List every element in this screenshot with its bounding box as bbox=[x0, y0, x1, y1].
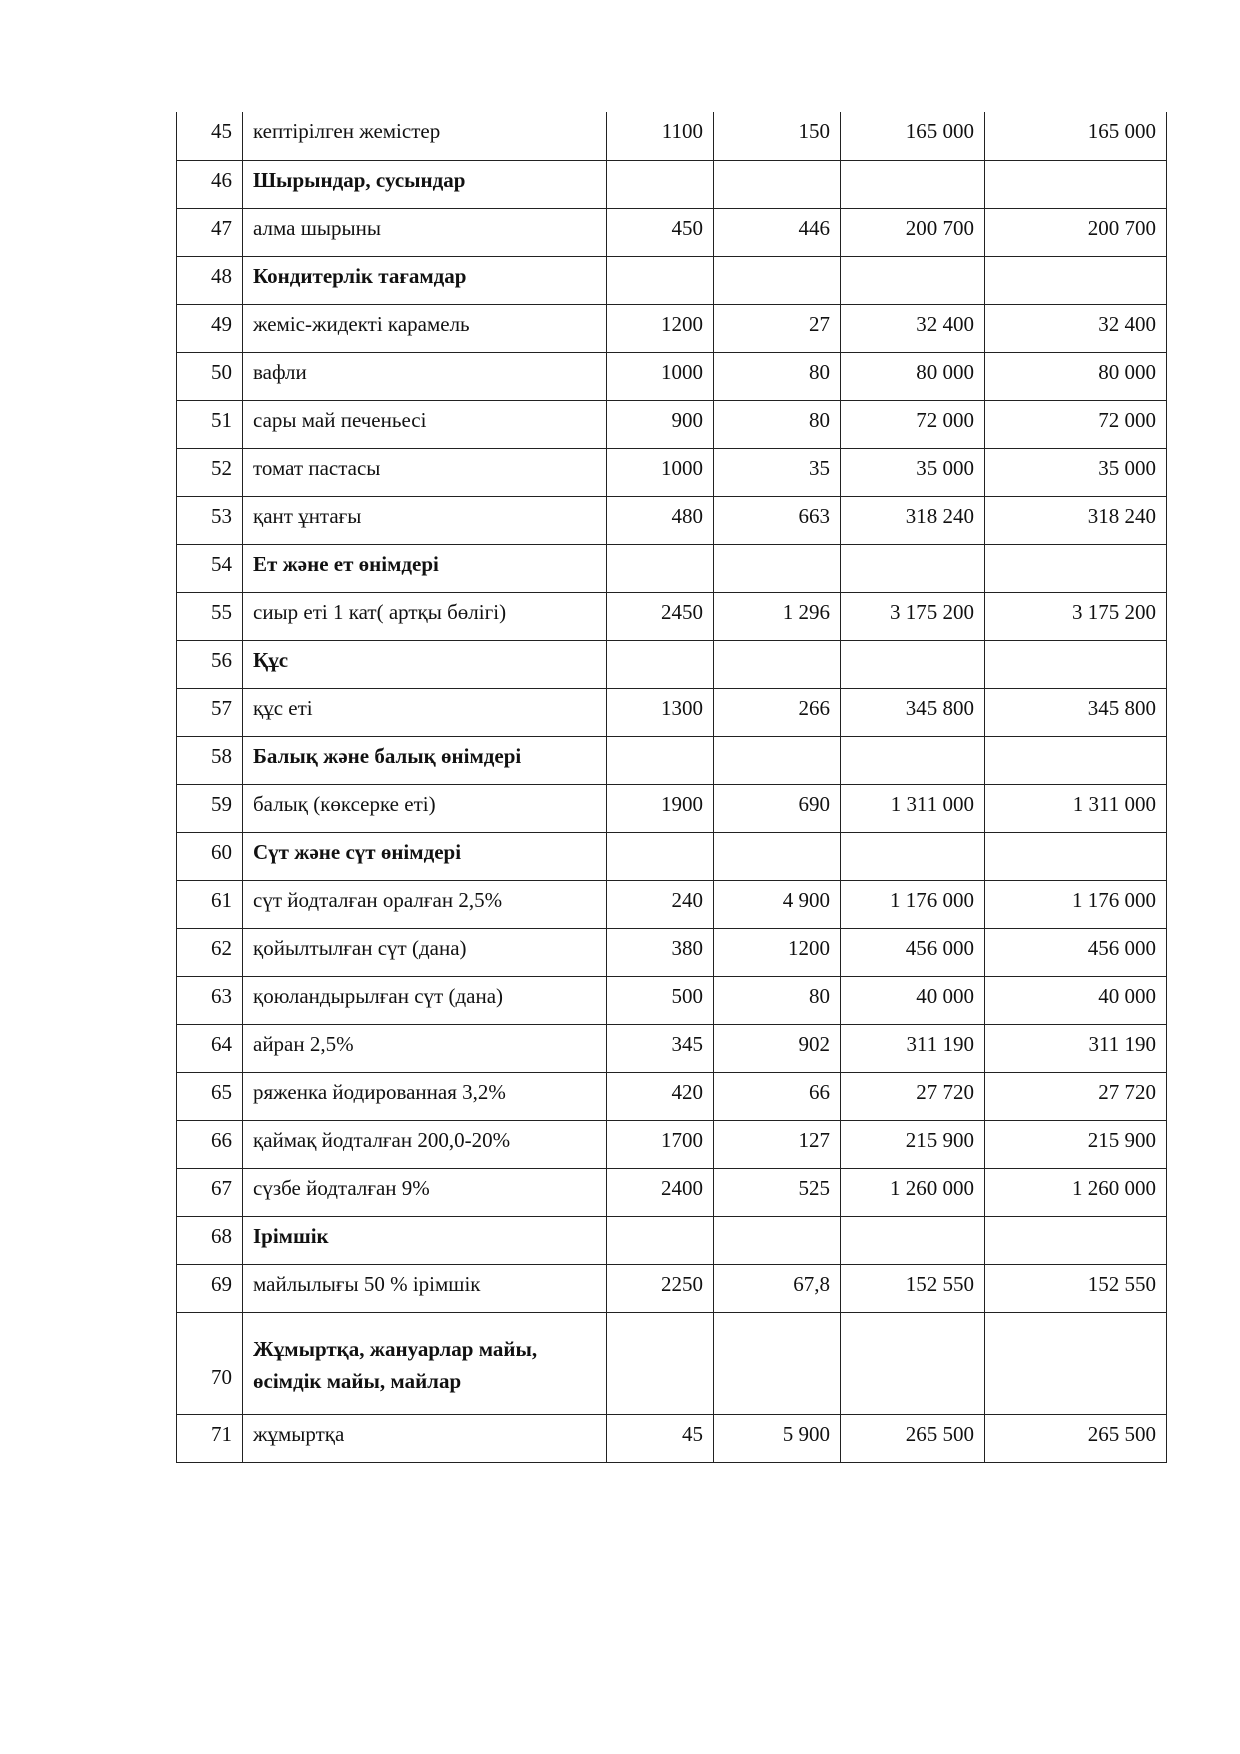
items-table-body bbox=[177, 112, 1167, 1462]
quantity-cell bbox=[607, 544, 714, 592]
row-number: 68 bbox=[177, 1216, 243, 1264]
price-cell bbox=[714, 1216, 841, 1264]
price-cell: 80 bbox=[714, 976, 841, 1024]
item-name: Жұмыртқа, жануарлар майы, өсімдік майы, майлар bbox=[243, 1312, 607, 1414]
amount-cell: 1 260 000 bbox=[841, 1168, 985, 1216]
table-row bbox=[177, 496, 1167, 544]
row-number: 49 bbox=[177, 304, 243, 352]
quantity-cell: 2250 bbox=[607, 1264, 714, 1312]
total-cell: 35 000 bbox=[985, 448, 1167, 496]
price-cell: 1200 bbox=[714, 928, 841, 976]
quantity-cell: 1000 bbox=[607, 352, 714, 400]
price-cell: 80 bbox=[714, 400, 841, 448]
amount-cell bbox=[841, 736, 985, 784]
price-cell bbox=[714, 544, 841, 592]
row-number: 67 bbox=[177, 1168, 243, 1216]
amount-cell: 27 720 bbox=[841, 1072, 985, 1120]
item-name: Шырындар, сусындар bbox=[243, 160, 607, 208]
category-row bbox=[177, 832, 1167, 880]
total-cell: 265 500 bbox=[985, 1414, 1167, 1462]
quantity-cell: 2450 bbox=[607, 592, 714, 640]
quantity-cell: 45 bbox=[607, 1414, 714, 1462]
total-cell: 165 000 bbox=[985, 112, 1167, 160]
quantity-cell: 240 bbox=[607, 880, 714, 928]
row-number: 69 bbox=[177, 1264, 243, 1312]
table-row bbox=[177, 1264, 1167, 1312]
quantity-cell bbox=[607, 256, 714, 304]
total-cell: 1 311 000 bbox=[985, 784, 1167, 832]
table-row bbox=[177, 1168, 1167, 1216]
price-cell: 5 900 bbox=[714, 1414, 841, 1462]
row-number: 51 bbox=[177, 400, 243, 448]
item-name: айран 2,5% bbox=[243, 1024, 607, 1072]
table-row bbox=[177, 112, 1167, 160]
table-row bbox=[177, 688, 1167, 736]
price-cell: 525 bbox=[714, 1168, 841, 1216]
quantity-cell bbox=[607, 736, 714, 784]
total-cell: 40 000 bbox=[985, 976, 1167, 1024]
total-cell bbox=[985, 1312, 1167, 1414]
row-number: 66 bbox=[177, 1120, 243, 1168]
quantity-cell: 380 bbox=[607, 928, 714, 976]
total-cell: 1 176 000 bbox=[985, 880, 1167, 928]
amount-cell: 80 000 bbox=[841, 352, 985, 400]
table-row bbox=[177, 448, 1167, 496]
category-row bbox=[177, 256, 1167, 304]
quantity-cell: 480 bbox=[607, 496, 714, 544]
amount-cell: 311 190 bbox=[841, 1024, 985, 1072]
quantity-cell bbox=[607, 1216, 714, 1264]
amount-cell: 1 176 000 bbox=[841, 880, 985, 928]
table-row bbox=[177, 352, 1167, 400]
quantity-cell bbox=[607, 832, 714, 880]
price-cell bbox=[714, 1312, 841, 1414]
total-cell: 311 190 bbox=[985, 1024, 1167, 1072]
price-cell: 27 bbox=[714, 304, 841, 352]
quantity-cell: 1000 bbox=[607, 448, 714, 496]
row-number: 64 bbox=[177, 1024, 243, 1072]
amount-cell: 32 400 bbox=[841, 304, 985, 352]
item-name: томат пастасы bbox=[243, 448, 607, 496]
row-number: 45 bbox=[177, 112, 243, 160]
quantity-cell bbox=[607, 1312, 714, 1414]
table-row bbox=[177, 400, 1167, 448]
item-name: қант ұнтағы bbox=[243, 496, 607, 544]
quantity-cell: 420 bbox=[607, 1072, 714, 1120]
items-table bbox=[176, 112, 1167, 1463]
total-cell bbox=[985, 1216, 1167, 1264]
total-cell: 456 000 bbox=[985, 928, 1167, 976]
row-number: 56 bbox=[177, 640, 243, 688]
total-cell bbox=[985, 160, 1167, 208]
row-number: 63 bbox=[177, 976, 243, 1024]
item-name: Сүт және сүт өнімдері bbox=[243, 832, 607, 880]
category-row bbox=[177, 544, 1167, 592]
quantity-cell bbox=[607, 640, 714, 688]
item-name: қоюландырылған сүт (дана) bbox=[243, 976, 607, 1024]
item-name: Балық және балық өнімдері bbox=[243, 736, 607, 784]
total-cell: 200 700 bbox=[985, 208, 1167, 256]
row-number: 50 bbox=[177, 352, 243, 400]
table-row bbox=[177, 784, 1167, 832]
category-row bbox=[177, 160, 1167, 208]
item-name: қаймақ йодталған 200,0-20% bbox=[243, 1120, 607, 1168]
row-number: 48 bbox=[177, 256, 243, 304]
row-number: 52 bbox=[177, 448, 243, 496]
price-cell: 266 bbox=[714, 688, 841, 736]
row-number: 61 bbox=[177, 880, 243, 928]
row-number: 47 bbox=[177, 208, 243, 256]
amount-cell bbox=[841, 832, 985, 880]
item-name: сүзбе йодталған 9% bbox=[243, 1168, 607, 1216]
total-cell bbox=[985, 832, 1167, 880]
category-row bbox=[177, 640, 1167, 688]
table-row bbox=[177, 208, 1167, 256]
table-row bbox=[177, 880, 1167, 928]
price-cell: 4 900 bbox=[714, 880, 841, 928]
category-row bbox=[177, 736, 1167, 784]
row-number: 53 bbox=[177, 496, 243, 544]
amount-cell: 345 800 bbox=[841, 688, 985, 736]
total-cell: 1 260 000 bbox=[985, 1168, 1167, 1216]
amount-cell bbox=[841, 640, 985, 688]
price-cell: 446 bbox=[714, 208, 841, 256]
quantity-cell: 450 bbox=[607, 208, 714, 256]
quantity-cell bbox=[607, 160, 714, 208]
quantity-cell: 1200 bbox=[607, 304, 714, 352]
price-cell: 150 bbox=[714, 112, 841, 160]
amount-cell bbox=[841, 160, 985, 208]
table-row bbox=[177, 1414, 1167, 1462]
amount-cell: 72 000 bbox=[841, 400, 985, 448]
row-number: 71 bbox=[177, 1414, 243, 1462]
total-cell: 215 900 bbox=[985, 1120, 1167, 1168]
item-name: ряженка йодированная 3,2% bbox=[243, 1072, 607, 1120]
amount-cell: 265 500 bbox=[841, 1414, 985, 1462]
item-name: вафли bbox=[243, 352, 607, 400]
item-name: кептірілген жемістер bbox=[243, 112, 607, 160]
row-number: 70 bbox=[177, 1312, 243, 1414]
item-name: Құс bbox=[243, 640, 607, 688]
row-number: 62 bbox=[177, 928, 243, 976]
total-cell bbox=[985, 256, 1167, 304]
price-cell bbox=[714, 256, 841, 304]
row-number: 60 bbox=[177, 832, 243, 880]
item-name: сүт йодталған оралған 2,5% bbox=[243, 880, 607, 928]
item-name: сиыр еті 1 кат( артқы бөлігі) bbox=[243, 592, 607, 640]
amount-cell: 165 000 bbox=[841, 112, 985, 160]
quantity-cell: 1700 bbox=[607, 1120, 714, 1168]
item-name: майлылығы 50 % ірімшік bbox=[243, 1264, 607, 1312]
amount-cell: 318 240 bbox=[841, 496, 985, 544]
price-cell: 127 bbox=[714, 1120, 841, 1168]
total-cell: 72 000 bbox=[985, 400, 1167, 448]
row-number: 54 bbox=[177, 544, 243, 592]
quantity-cell: 2400 bbox=[607, 1168, 714, 1216]
item-name: сары май печеньесі bbox=[243, 400, 607, 448]
item-name: жұмыртқа bbox=[243, 1414, 607, 1462]
row-number: 65 bbox=[177, 1072, 243, 1120]
category-row bbox=[177, 1216, 1167, 1264]
item-name: Ет және ет өнімдері bbox=[243, 544, 607, 592]
total-cell: 80 000 bbox=[985, 352, 1167, 400]
item-name: жеміс-жидекті карамель bbox=[243, 304, 607, 352]
amount-cell: 35 000 bbox=[841, 448, 985, 496]
price-cell: 67,8 bbox=[714, 1264, 841, 1312]
table-row bbox=[177, 592, 1167, 640]
total-cell bbox=[985, 544, 1167, 592]
row-number: 57 bbox=[177, 688, 243, 736]
price-cell: 35 bbox=[714, 448, 841, 496]
table-row bbox=[177, 928, 1167, 976]
table-row bbox=[177, 976, 1167, 1024]
quantity-cell: 1300 bbox=[607, 688, 714, 736]
item-name: Кондитерлік тағамдар bbox=[243, 256, 607, 304]
total-cell: 345 800 bbox=[985, 688, 1167, 736]
amount-cell: 40 000 bbox=[841, 976, 985, 1024]
price-cell: 80 bbox=[714, 352, 841, 400]
quantity-cell: 900 bbox=[607, 400, 714, 448]
price-cell: 902 bbox=[714, 1024, 841, 1072]
price-cell bbox=[714, 160, 841, 208]
amount-cell bbox=[841, 1216, 985, 1264]
price-cell bbox=[714, 640, 841, 688]
quantity-cell: 1100 bbox=[607, 112, 714, 160]
table-row bbox=[177, 1072, 1167, 1120]
price-cell bbox=[714, 736, 841, 784]
table-row bbox=[177, 304, 1167, 352]
total-cell bbox=[985, 736, 1167, 784]
category-row bbox=[177, 1312, 1167, 1414]
item-name: Ірімшік bbox=[243, 1216, 607, 1264]
total-cell: 3 175 200 bbox=[985, 592, 1167, 640]
amount-cell bbox=[841, 544, 985, 592]
amount-cell: 456 000 bbox=[841, 928, 985, 976]
price-cell: 66 bbox=[714, 1072, 841, 1120]
amount-cell: 1 311 000 bbox=[841, 784, 985, 832]
price-cell bbox=[714, 832, 841, 880]
total-cell: 27 720 bbox=[985, 1072, 1167, 1120]
row-number: 59 bbox=[177, 784, 243, 832]
total-cell bbox=[985, 640, 1167, 688]
quantity-cell: 500 bbox=[607, 976, 714, 1024]
row-number: 46 bbox=[177, 160, 243, 208]
price-cell: 663 bbox=[714, 496, 841, 544]
table-row bbox=[177, 1024, 1167, 1072]
amount-cell: 215 900 bbox=[841, 1120, 985, 1168]
row-number: 58 bbox=[177, 736, 243, 784]
table-row bbox=[177, 1120, 1167, 1168]
row-number: 55 bbox=[177, 592, 243, 640]
item-name: балық (көксерке еті) bbox=[243, 784, 607, 832]
item-name: алма шырыны bbox=[243, 208, 607, 256]
amount-cell: 152 550 bbox=[841, 1264, 985, 1312]
amount-cell: 3 175 200 bbox=[841, 592, 985, 640]
item-name: құс еті bbox=[243, 688, 607, 736]
total-cell: 318 240 bbox=[985, 496, 1167, 544]
amount-cell bbox=[841, 256, 985, 304]
quantity-cell: 345 bbox=[607, 1024, 714, 1072]
total-cell: 32 400 bbox=[985, 304, 1167, 352]
amount-cell bbox=[841, 1312, 985, 1414]
amount-cell: 200 700 bbox=[841, 208, 985, 256]
price-cell: 690 bbox=[714, 784, 841, 832]
total-cell: 152 550 bbox=[985, 1264, 1167, 1312]
quantity-cell: 1900 bbox=[607, 784, 714, 832]
item-name: қойылтылған сүт (дана) bbox=[243, 928, 607, 976]
price-cell: 1 296 bbox=[714, 592, 841, 640]
